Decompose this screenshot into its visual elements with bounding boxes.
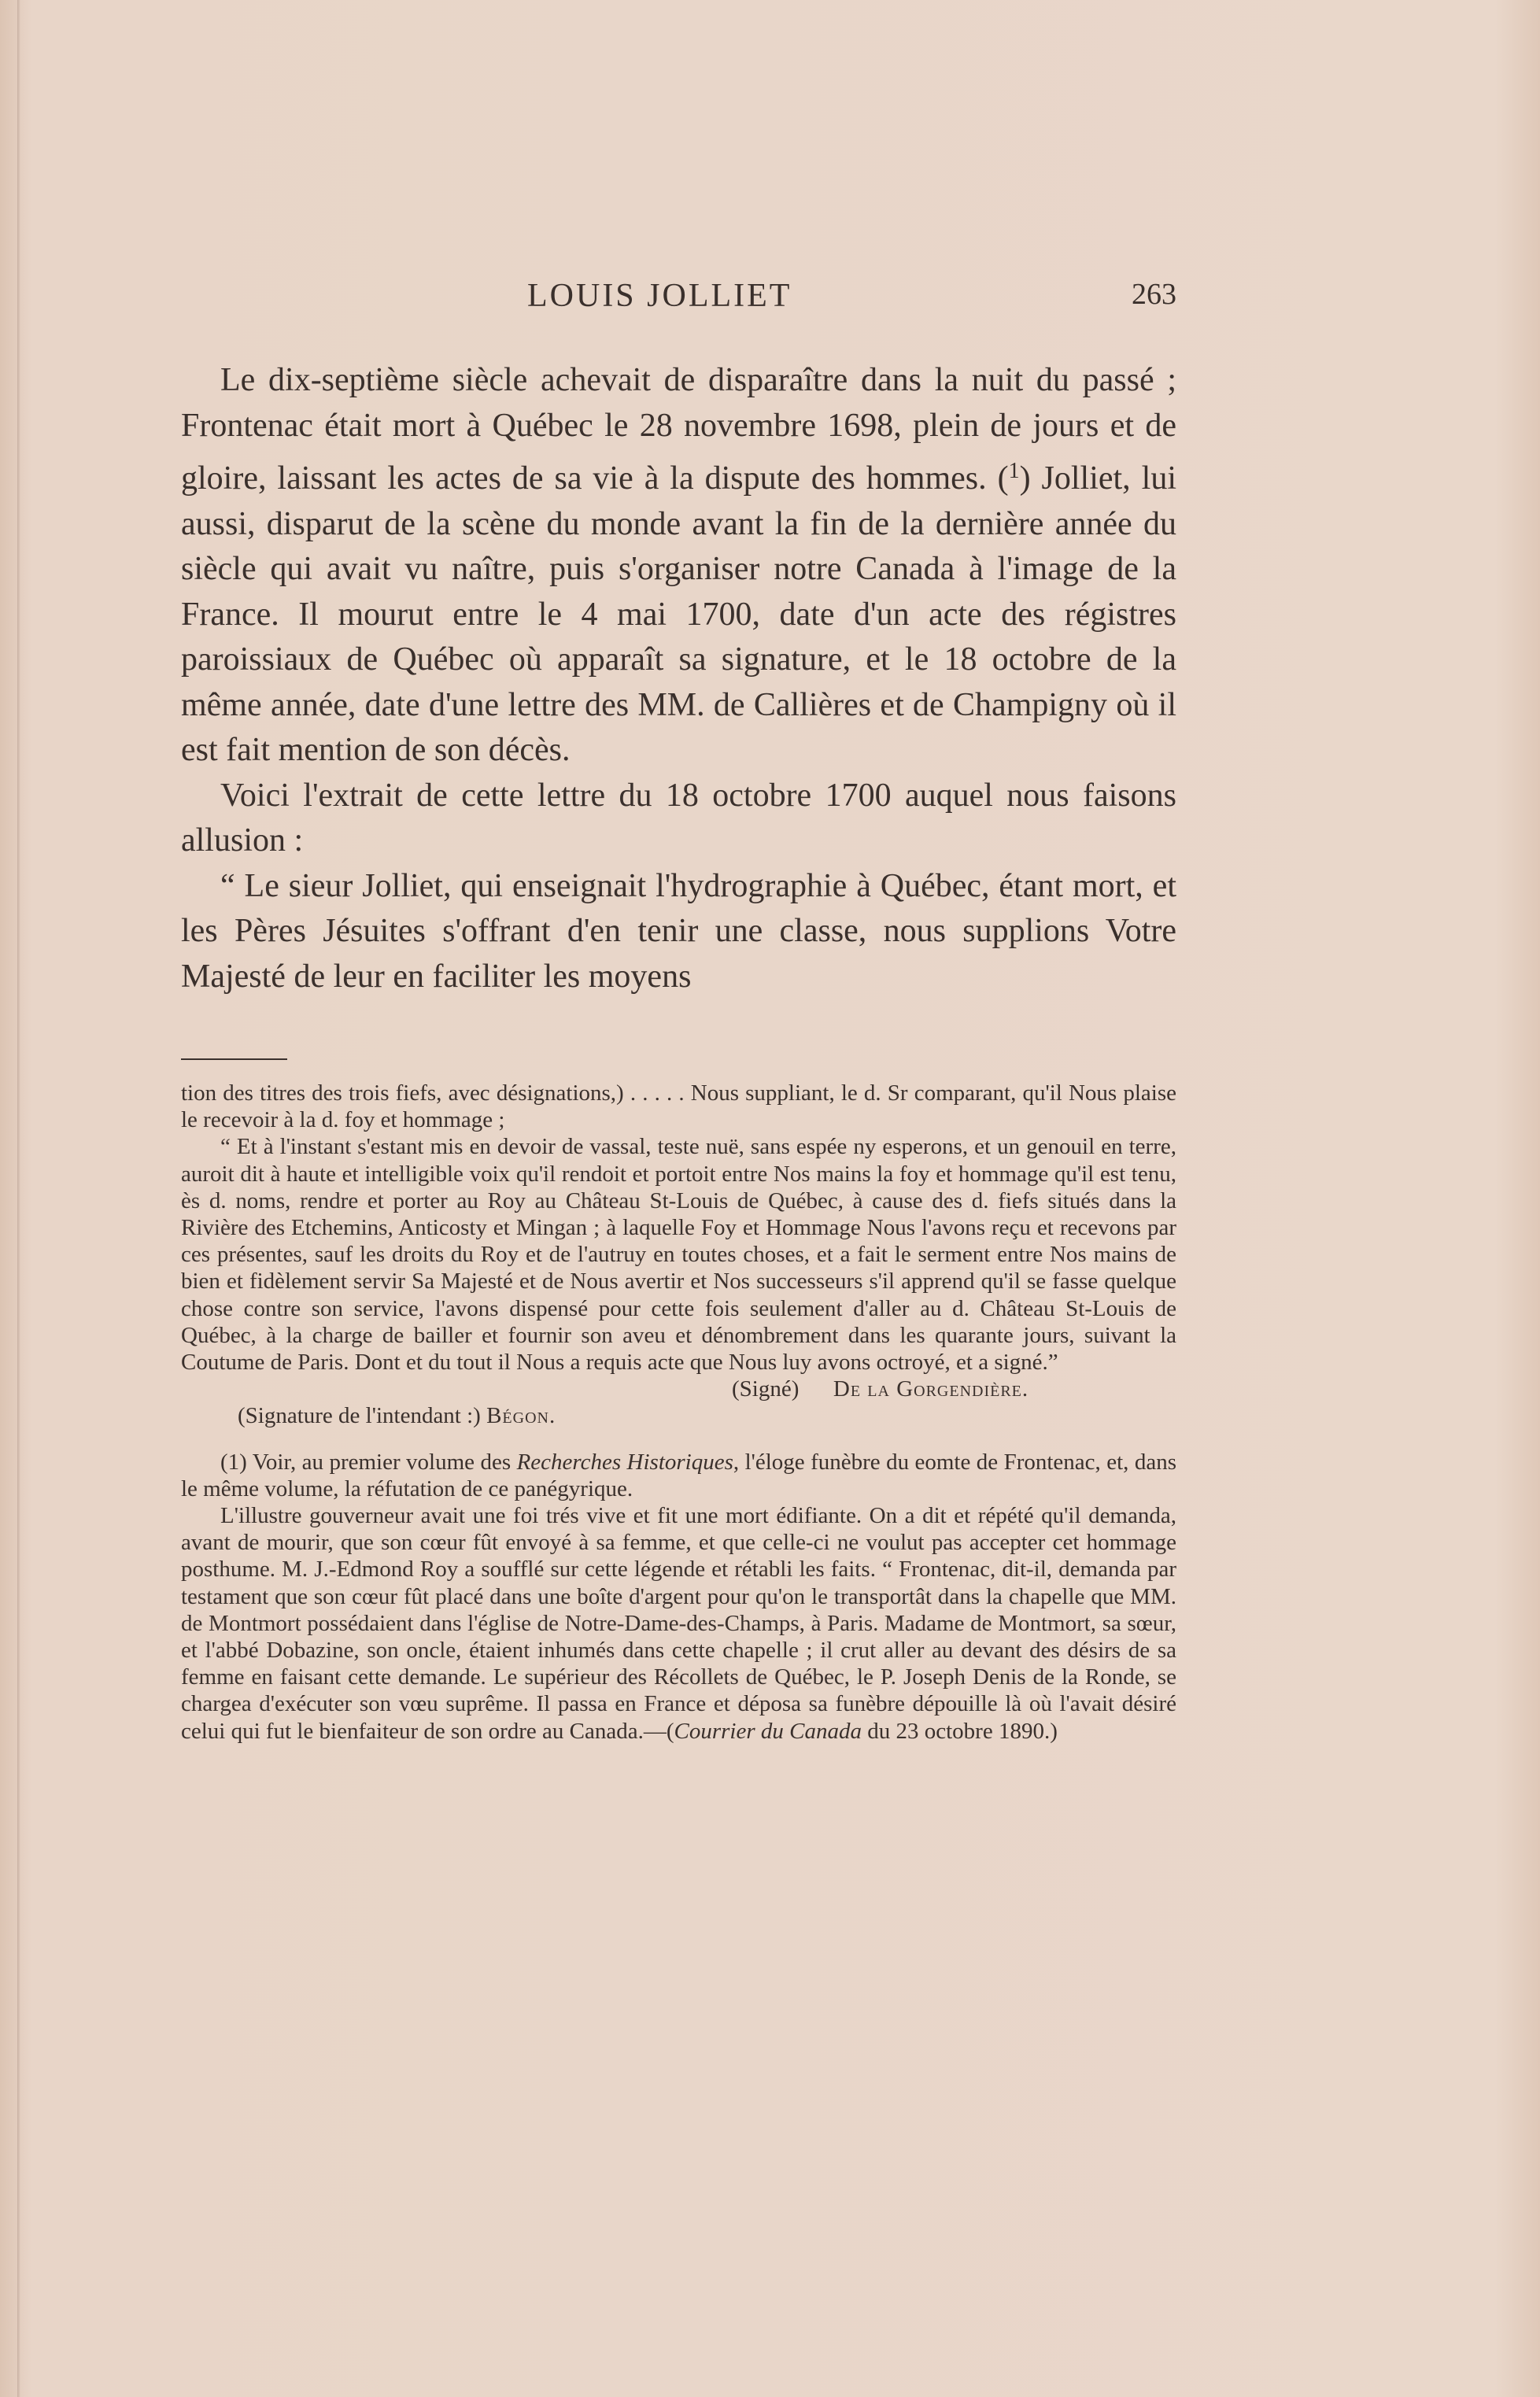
footnote-reference-1: 1 bbox=[1008, 459, 1020, 483]
main-text bbox=[181, 358, 1176, 999]
notes-spacer bbox=[181, 1430, 1176, 1449]
running-title: LOUIS JOLLIET bbox=[527, 278, 792, 314]
page-spine-shadow bbox=[17, 0, 20, 2397]
paragraph-1-part-a: Le dix-septième siècle achevait de disparaître dans la nuit du passé ; Frontenac était mort à Québec le 28 novembre 1698, plein de jours et de gloire, laissant les actes de sa vie à la dispute des hommes. ( bbox=[181, 362, 1176, 497]
intendant-name: Bégon. bbox=[486, 1403, 556, 1429]
footnote-1-part-a: (1) Voir, au premier volume des bbox=[220, 1449, 517, 1475]
signed-label: (Signé) bbox=[732, 1376, 800, 1402]
page-header bbox=[181, 277, 1176, 324]
paragraph-1 bbox=[181, 358, 1176, 774]
intendant-label: (Signature de l'intendant :) bbox=[238, 1403, 481, 1429]
footnote-1-continuation bbox=[181, 1502, 1176, 1745]
paragraph-1-part-b: ) Jolliet, lui aussi, disparut de la scène du monde avant la fin de la dernière année du siècle qui avait vu naître, puis s'organiser notre Canada à l'image de la France. Il mourut entre le 4 mai 1700, date d'un acte des régistres paroissiaux de Québec où apparaît sa signature, et le 18 octobre de la même année, date d'une lettre des MM. de Callières et de Champigny où il est fait mention de son décès. bbox=[181, 460, 1176, 768]
note-continuation-1: tion des titres des trois fiefs, avec désignations,) . . . . . Nous suppliant, le d. Sr comparant, qu'il Nous plaise le recevoir à la d. foy et hommage ; bbox=[181, 1080, 1176, 1133]
paragraph-2: Voici l'extrait de cette lettre du 18 octobre 1700 auquel nous faisons allusion : bbox=[181, 777, 1176, 859]
footnote-1 bbox=[181, 1449, 1176, 1502]
footnote-2-source: Courrier du Canada bbox=[674, 1718, 862, 1744]
footnote-1-title: Recherches Historiques bbox=[516, 1449, 733, 1475]
note-continuation-2: “ Et à l'instant s'estant mis en devoir de vassal, teste nuë, sans espée ny esperons, et un genouil en terre, auroit dit à haute et intelligible voix qu'il rendoit et portoit entre Nos mains la foy et hommage qu'il est tenu, ès d. noms, rendre et porter au Roy au Château St-Louis de Québec, à cause des d. fiefs situés dans la Rivière des Etchemins, Anticosty et Mingan ; à laquelle Foy et Hommage Nous l'avons reçu et recevons par ces présentes, sauf les droits du Roy et de l'autruy en toutes choses, et a fait le serment entre Nos mains de bien et fidèlement servir Sa Majesté et de Nous avertir et Nos successeurs s'il apprend qu'il se fasse quelque chose contre son service, l'avons dispensé pour cette fois seulement d'aller au d. Château St-Louis de Québec, à la charge de bailler et fournir son aveu et dénombrement dans les quarante jours, suivant la Coutume de Paris. Dont et du tout il Nous a requis acte que Nous luy avons octroyé, et a signé.” bbox=[181, 1134, 1176, 1376]
intendant-signature-line bbox=[181, 1402, 1176, 1429]
signature-line bbox=[181, 1376, 1176, 1402]
footnote-2-part-a: L'illustre gouverneur avait une foi trés vive et fit une mort édifiante. On a dit et répété qu'il demanda, avant de mourir, que son cœur fût envoyé à sa femme, et que celle-ci ne voulut pas accepter cet hommage posthume. M. J.-Edmond Roy a soufflé sur cette légende et rétabli les faits. “ Frontenac, dit-il, demanda par testament que son cœur fût placé dans une boîte d'argent pour qu'on le transportât dans la chapelle que MM. de Montmort possédaient dans l'église de Notre-Dame-des-Champs, à Paris. Madame de Montmort, sa sœur, et l'abbé Dobazine, son oncle, étaient inhumés dans cette chapelle ; il crut aller au devant des désirs de sa femme en faisant cette demande. Le supérieur des Récollets de Québec, le P. Joseph Denis de la Ronde, se chargea d'exécuter son vœu suprême. Il passa en France et déposa sa funèbre dépouille là où l'avait désiré celui qui fut le bienfaiteur de son ordre au Canada.—( bbox=[181, 1503, 1176, 1744]
paragraph-3: “ Le sieur Jolliet, qui enseignait l'hydrographie à Québec, étant mort, et les Pères Jésuites s'offrant d'en tenir une classe, nous supplions Votre Majesté de leur en faciliter les moyens bbox=[181, 867, 1176, 995]
page-number: 263 bbox=[1132, 278, 1176, 311]
footnotes bbox=[181, 1080, 1176, 1745]
footnote-2-part-b: du 23 octobre 1890.) bbox=[861, 1718, 1058, 1744]
signed-name: De la Gorgendière. bbox=[833, 1376, 1029, 1402]
footnote-1-part-b: , l'éloge funèbre du eomte de Frontenac, et, dans le même volume, la réfutation de ce panégyrique. bbox=[181, 1449, 1176, 1501]
footnote-separator-rule bbox=[181, 1058, 287, 1060]
